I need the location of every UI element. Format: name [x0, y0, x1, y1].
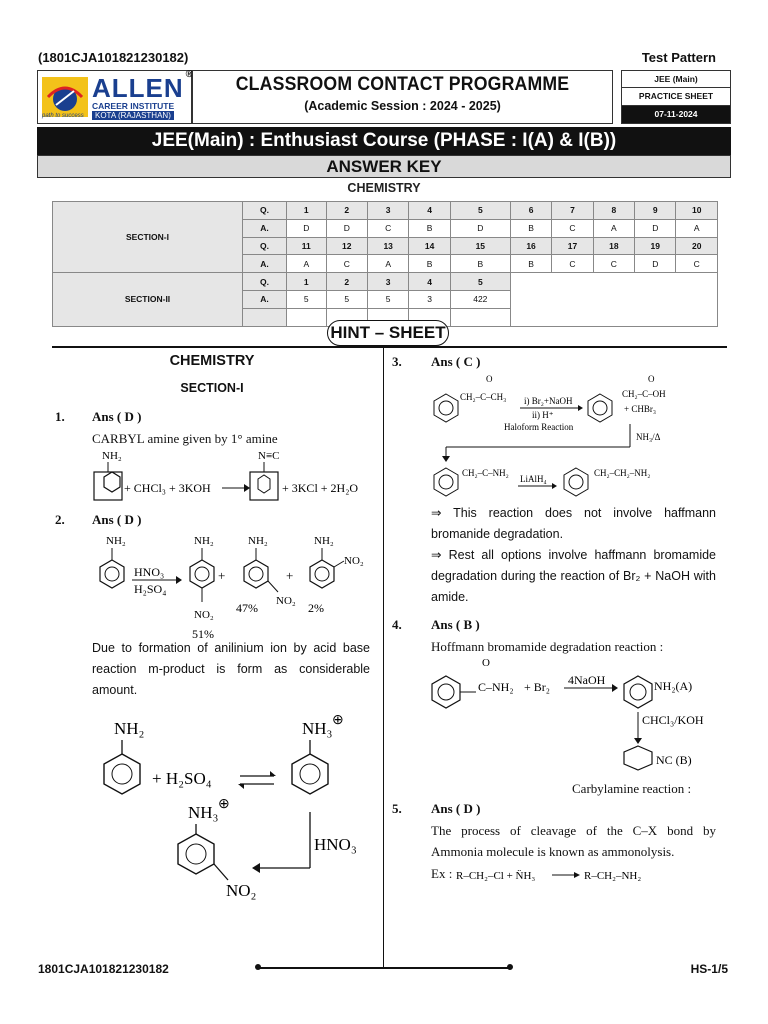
benzene-ring [434, 468, 458, 496]
benzene-circle [195, 567, 209, 581]
benzene-ring [624, 676, 652, 708]
table-cell: A [287, 255, 327, 273]
sheet-type: PRACTICE SHEET [621, 88, 731, 106]
reagent-label: i) Br₂+NaOH [524, 396, 573, 406]
allen-logo [37, 70, 192, 124]
table-cell: 3 [367, 202, 408, 220]
table-cell: B [510, 255, 551, 273]
benzene-ring [310, 560, 334, 588]
row-tag: Q. [243, 202, 287, 220]
answer-label: Ans ( B ) [431, 617, 480, 632]
arrow-head [634, 738, 642, 744]
table-cell: B [510, 219, 551, 237]
reagent-label: 4NaOH [568, 673, 606, 687]
nh3-label: NH₃ [302, 719, 333, 738]
answer-label: Ans ( D ) [92, 409, 142, 424]
answer-label: Ans ( D ) [431, 801, 481, 816]
bond [334, 561, 344, 567]
benzene-ring [434, 394, 458, 422]
benzene-ring [432, 676, 460, 708]
benzene-ring [100, 560, 124, 588]
answer-text: CARBYL amine given by 1° amine [92, 431, 278, 446]
benzene-ring [190, 560, 214, 588]
table-cell: B [450, 255, 510, 273]
arrow-head [612, 684, 618, 692]
product-label: R–CH₂–NH₂ [584, 870, 642, 882]
reagent-label: H₂SO₄ [134, 582, 167, 596]
benzene-circle [249, 567, 263, 581]
nc-label: N≡C [258, 450, 280, 462]
table-cell: C [552, 255, 593, 273]
benzene-circle [569, 475, 583, 489]
exam-info-box [621, 70, 731, 124]
arrow-head [574, 872, 580, 878]
amine-label: CH₂–CH₂–NH₂ [594, 468, 651, 478]
row-tag: A. [243, 290, 287, 308]
empty-cell [450, 308, 510, 326]
empty-cell [243, 308, 287, 326]
nh2-label: NH₂ [114, 719, 145, 738]
bond [214, 864, 228, 880]
oxygen-label: O [486, 374, 493, 384]
table-cell: D [450, 219, 510, 237]
table-cell: D [635, 255, 676, 273]
arrow-head [442, 456, 450, 462]
hint-sheet-title: HINT – SHEET [327, 320, 449, 346]
section-title: SECTION-I [180, 381, 244, 395]
no2-label: NO₂ [194, 609, 214, 621]
table-cell: 3 [367, 273, 408, 291]
answer-label: Ans ( D ) [92, 512, 142, 527]
section-label: SECTION-I [53, 202, 243, 273]
question-number: 1. [55, 409, 65, 424]
reagent-label: HNO₃ [314, 835, 357, 854]
reagent-label: HNO₃ [134, 565, 165, 579]
benzene-ring [104, 754, 140, 794]
arrow-head [238, 784, 244, 789]
document-code: (1801CJA101821230182) [38, 50, 189, 65]
table-cell: 5 [367, 290, 408, 308]
bond [268, 581, 278, 592]
answer-text: ⇒ This reaction does not involve haffmann bromanide degradation. [431, 506, 716, 541]
nh2-label: NH₂ [194, 535, 214, 547]
arrow-head [244, 484, 250, 492]
question-number: 5. [392, 801, 402, 816]
oxygen-label: O [648, 374, 655, 384]
haloform-scheme [428, 372, 720, 502]
benzene-ring [244, 560, 268, 588]
table-cell: C [326, 255, 367, 273]
column-divider [383, 347, 384, 969]
percent-meta: 47% [236, 601, 258, 615]
reagent-label: NH₃/Δ [636, 432, 661, 442]
table-cell: D [326, 219, 367, 237]
logo-tagline: path to success [42, 113, 84, 119]
table-cell: 15 [450, 237, 510, 255]
reactant-label: R–CH₂–Cl + N̈H₃ [456, 870, 536, 882]
ketone-label: CH₂–C–CH₃ [460, 392, 507, 402]
hoffmann-scheme [428, 654, 720, 774]
question-number: 2. [55, 512, 65, 527]
table-cell: 3 [409, 290, 450, 308]
nh2-label: NH₂ [102, 450, 122, 462]
logo-institute: CAREER INSTITUTE [92, 101, 175, 111]
answer-text: The process of cleavage of the C–X bond by Ammonia molecule is known as ammonolysis. [431, 823, 716, 859]
page-number: HS-1/5 [690, 962, 728, 976]
table-cell: D [287, 219, 327, 237]
answer-key-table [52, 201, 718, 327]
table-cell: 19 [635, 237, 676, 255]
row-tag: Q. [243, 237, 287, 255]
table-cell: B [409, 255, 450, 273]
answer-text: ⇒ Rest all options involve haffmann bromamide degradation during the reaction of Br₂ + NaOH with amide. [431, 548, 716, 604]
test-pattern-label: Test Pattern [641, 50, 716, 65]
reaction-name: Haloform Reaction [504, 422, 574, 432]
arrow-head [552, 483, 557, 489]
nh2-label: NH₂ [248, 535, 268, 547]
anilinium-scheme [92, 708, 372, 903]
table-cell: 4 [409, 202, 450, 220]
hint-subject: CHEMISTRY [169, 353, 255, 369]
table-cell: 12 [326, 237, 367, 255]
logo-name: ALLEN [92, 73, 184, 103]
table-cell: A [367, 255, 408, 273]
logo-location: KOTA (RAJASTHAN) [92, 111, 174, 120]
table-cell: D [635, 219, 676, 237]
byproduct-label: + CHBr₃ [624, 404, 656, 414]
reaction-caption: Carbylamine reaction : [572, 781, 692, 796]
product-a-label: NH₂(A) [654, 679, 693, 693]
benzene-circle [439, 401, 453, 415]
table-cell: C [367, 219, 408, 237]
nitration-scheme [92, 528, 372, 643]
products-label: + 3KCl + 2H₂O [282, 481, 359, 495]
ammonolysis-equation [456, 864, 696, 886]
benzene-circle [112, 764, 132, 784]
positive-charge: ⊕ [218, 797, 230, 812]
no2-label: NO₂ [344, 555, 364, 567]
section-label: SECTION-II [53, 273, 243, 326]
footer-dot [255, 964, 261, 970]
table-cell: A [593, 219, 634, 237]
row-tag: A. [243, 219, 287, 237]
benzene-circle [300, 764, 320, 784]
sheet-date: 07-11-2024 [621, 106, 731, 124]
row-tag: A. [243, 255, 287, 273]
exam-name: JEE (Main) [621, 70, 731, 88]
row-tag: Q. [243, 273, 287, 291]
table-cell: 5 [287, 290, 327, 308]
table-cell: 422 [450, 290, 510, 308]
table-cell: 1 [287, 273, 327, 291]
nh2-label: NH₂ [106, 535, 126, 547]
table-cell: 20 [676, 237, 718, 255]
table-cell: B [409, 219, 450, 237]
registered-mark: ® [185, 69, 193, 80]
plus-sign: + [218, 568, 226, 583]
table-cell: 18 [593, 237, 634, 255]
arrow-head [176, 576, 182, 584]
session-label: (Academic Session : 2024 - 2025) [304, 99, 501, 113]
answer-text: Hoffmann bromamide degradation reaction : [431, 639, 664, 654]
table-cell: 16 [510, 237, 551, 255]
question-number: 4. [392, 617, 402, 632]
answer-text: Due to formation of anilinium ion by acid base reaction m-product is form as considerable amount. [92, 641, 370, 697]
benzene-ring [178, 834, 214, 874]
benzene-box [250, 472, 278, 500]
divider [52, 346, 727, 348]
nh3-label: NH₃ [188, 803, 219, 822]
reagent-label: + H₂SO₄ [152, 769, 212, 788]
reagent-label: ii) H⁺ [532, 410, 554, 420]
table-cell: C [552, 219, 593, 237]
empty-cell [287, 308, 327, 326]
table-cell: 11 [287, 237, 327, 255]
table-cell: 13 [367, 237, 408, 255]
arrow-head [270, 771, 276, 776]
nh2-label: NH₂ [314, 535, 334, 547]
course-banner: JEE(Main) : Enthusiast Course (PHASE : I(A) & I(B)) [37, 127, 731, 155]
carbylamine-equation [88, 447, 378, 507]
benzene-circle [630, 684, 646, 700]
table-cell: 10 [676, 202, 718, 220]
benzene-ring [104, 472, 120, 492]
benzene-ring [258, 475, 270, 493]
benzene-circle [593, 401, 607, 415]
table-cell: 7 [552, 202, 593, 220]
amide-label: C–NH₂ [478, 680, 514, 694]
benzene-circle [438, 684, 454, 700]
table-cell: 6 [510, 202, 551, 220]
benzene-circle [186, 844, 206, 864]
answer-key-banner: ANSWER KEY [37, 155, 731, 178]
question-number: 3. [392, 354, 402, 369]
benzene-circle [439, 475, 453, 489]
answer-label: Ans ( C ) [431, 354, 481, 369]
no2-label: NO₂ [226, 881, 257, 900]
allen-emblem-icon [42, 77, 88, 117]
reagents-label: + CHCl₃ + 3KOH [124, 481, 211, 495]
programme-title: CLASSROOM CONTACT PROGRAMME [235, 74, 570, 95]
table-cell: 1 [287, 202, 327, 220]
footer-rule [258, 967, 511, 969]
product-b-label: NC (B) [656, 753, 692, 767]
reagent-label: LiAlH₄ [520, 474, 547, 484]
table-cell: 9 [635, 202, 676, 220]
percent-ortho: 2% [308, 601, 324, 615]
footer-code: 1801CJA101821230182 [38, 962, 169, 976]
table-cell: 4 [409, 273, 450, 291]
benzene-circle [315, 567, 329, 581]
title-box [192, 70, 613, 124]
table-row [53, 273, 718, 291]
oxygen-label: O [482, 657, 490, 669]
arrow-head [252, 863, 260, 873]
table-cell: 2 [326, 273, 367, 291]
plus-sign: + [286, 568, 294, 583]
subject-heading: CHEMISTRY [347, 181, 421, 195]
table-cell: A [676, 219, 718, 237]
example-label: Ex : [431, 866, 453, 881]
table-cell: C [593, 255, 634, 273]
table-cell: 14 [409, 237, 450, 255]
reagent-label: + Br₂ [524, 680, 550, 694]
table-cell: 5 [326, 290, 367, 308]
table-row [53, 202, 718, 220]
footer-dot [507, 964, 513, 970]
table-cell: 17 [552, 237, 593, 255]
table-cell: 5 [450, 273, 510, 291]
table-cell: 8 [593, 202, 634, 220]
acid-label: CH₂–C–OH [622, 389, 666, 399]
percent-para: 51% [192, 627, 214, 641]
benzene-ring [624, 746, 652, 770]
empty-cell [510, 273, 717, 326]
table-cell: C [676, 255, 718, 273]
no2-label: NO₂ [276, 595, 296, 607]
benzene-ring [292, 754, 328, 794]
amide-label: CH₂–C–NH₂ [462, 468, 509, 478]
reagent-label: CHCl₃/KOH [642, 713, 704, 727]
arrow-head [578, 405, 583, 411]
table-cell: 2 [326, 202, 367, 220]
benzene-circle [105, 567, 119, 581]
positive-charge: ⊕ [332, 713, 344, 728]
benzene-ring [564, 468, 588, 496]
benzene-ring [588, 394, 612, 422]
table-cell: 5 [450, 202, 510, 220]
